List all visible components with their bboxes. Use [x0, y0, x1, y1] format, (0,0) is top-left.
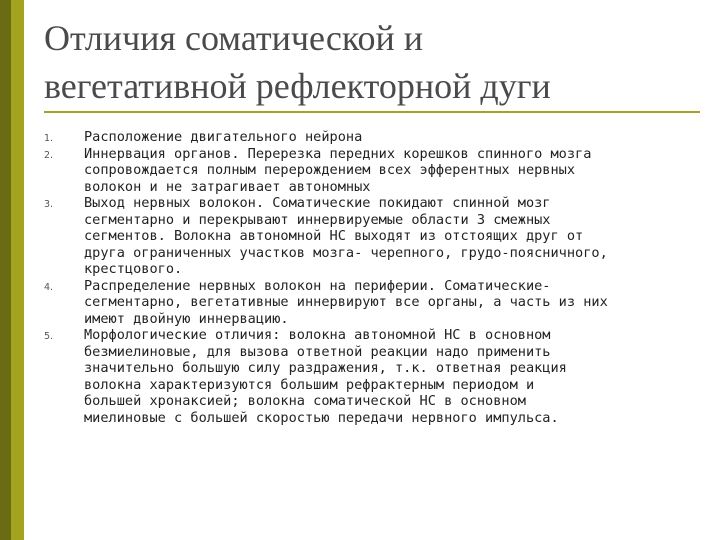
list-item-number: 5.	[44, 331, 54, 342]
list-item-number: 1.	[44, 133, 54, 144]
list-item	[44, 278, 704, 328]
left-decor-bar-dark	[0, 0, 11, 540]
list-item	[44, 327, 704, 426]
list-item-text: Расположение двигательного нейрона	[84, 129, 363, 145]
slide-title-line-2: вегетативной рефлекторной дуги	[44, 66, 551, 106]
list-item-text: Распределение нервных волокон на периферии. Соматические- сегментарно, вегетативные иннервируют все органы, а часть из них имеют двойную иннервацию.	[84, 277, 608, 327]
slide-title	[44, 14, 704, 110]
title-underline	[44, 111, 700, 113]
list-item-number: 3.	[44, 199, 54, 210]
list-item-text: Морфологические отличия: волокна автономной НС в основном безмиелиновые, для вызова ответной реакции надо применить значительно большую силу раздражения, т.к. ответная реакция волокна характеризуются большим рефрактерным периодом и большей хронаксией; волокна соматической НС в основном миелиновые с большей скоростью передачи нервного импульса.	[84, 327, 567, 426]
list-item-number: 2.	[44, 149, 54, 161]
slide-title-line-1: Отличия соматической и	[44, 18, 424, 58]
list-item	[44, 146, 704, 196]
list-item-number: 4.	[44, 281, 54, 293]
left-decor-bar-light	[11, 0, 24, 540]
list-item-text: Иннервация органов. Перерезка передних корешков спинного мозга сопровождается полным перерождением всех эфферентных нервных волокон и не затрагивает автономных	[84, 145, 592, 195]
differences-list	[44, 129, 704, 426]
list-item	[44, 129, 704, 146]
list-item-text: Выход нервных волокон. Соматические покидают спинной мозг сегментарно и перекрывают иннервируемые области 3 смежных сегментов. Волокна автономной НС выходят из отстоящих друг от друга ограниченных участков мозга- черепного, грудо-поясничного, крестцового.	[84, 195, 608, 277]
list-item	[44, 195, 704, 278]
